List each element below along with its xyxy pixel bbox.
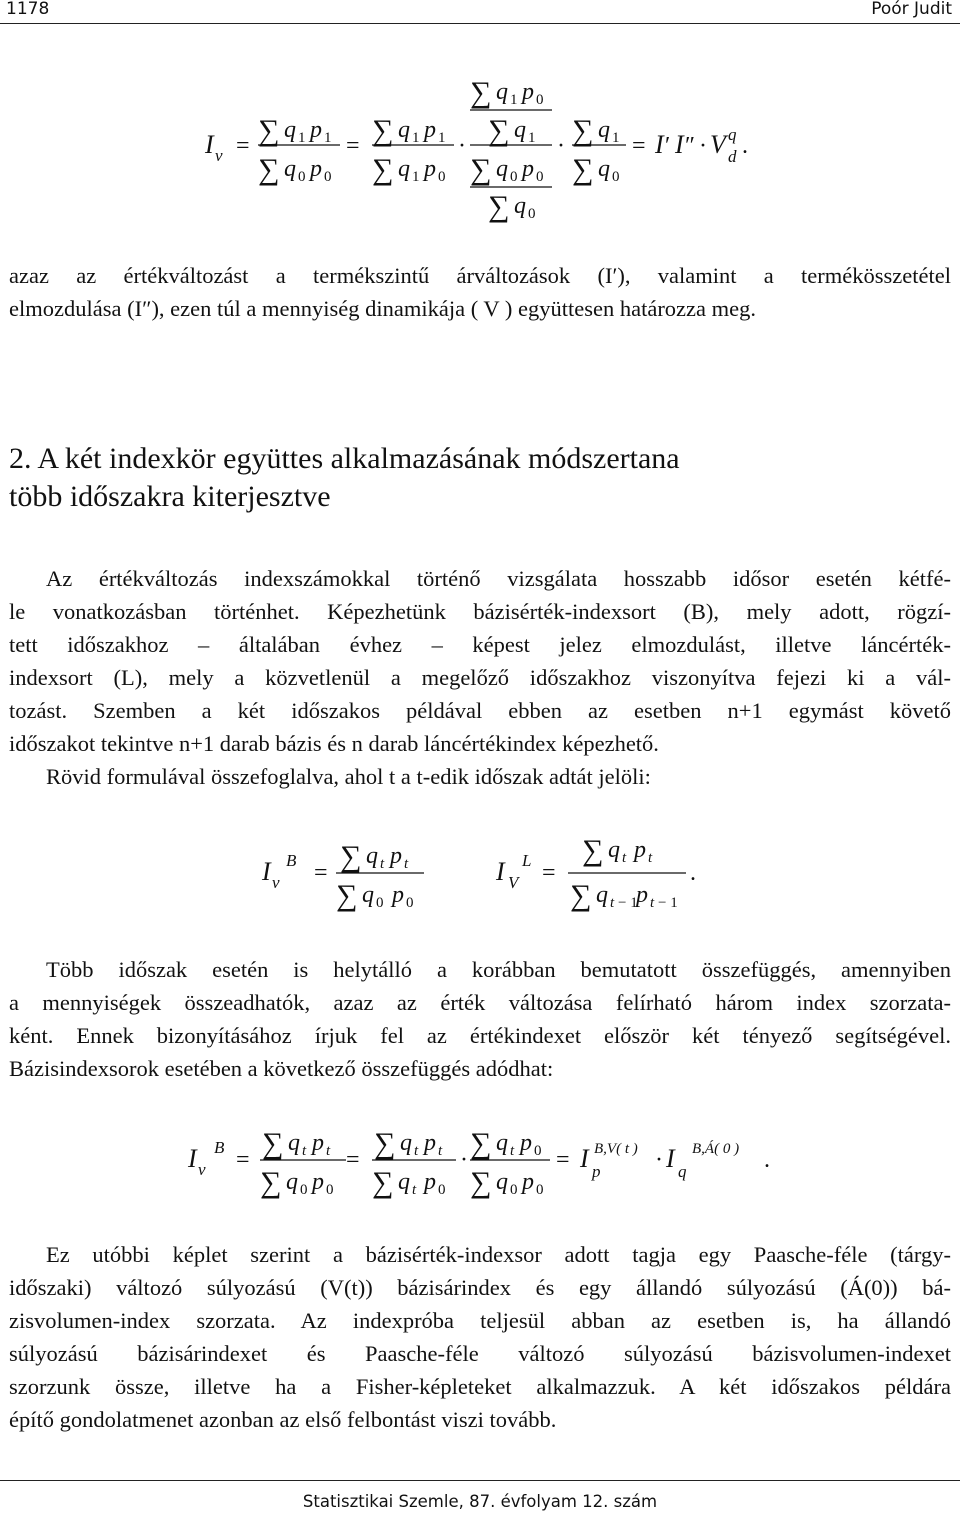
svg-text:p: p [522, 1169, 534, 1195]
svg-text:=: = [236, 1147, 250, 1173]
svg-text:0: 0 [536, 92, 544, 108]
svg-text:t: t [610, 895, 615, 911]
text-line: szorzunk össze, illetve ha a Fisher-képleteket alkalmazzuk. A két időszakos példára [9, 1374, 951, 1399]
svg-text:∑: ∑ [336, 879, 358, 912]
svg-text:I: I [205, 130, 214, 159]
equation-base-and-chain-index [0, 830, 960, 927]
svg-text:.: . [690, 860, 696, 886]
svg-text:1: 1 [412, 130, 420, 146]
svg-text:∑: ∑ [470, 1127, 492, 1160]
svg-text:=: = [542, 860, 556, 886]
svg-text:∑: ∑ [488, 114, 510, 147]
running-footer: Statisztikai Szemle, 87. évfolyam 12. szám [302, 1492, 658, 1511]
svg-text:0: 0 [612, 169, 620, 185]
svg-text:q: q [362, 882, 374, 908]
running-author: Poór Judit [871, 0, 952, 19]
svg-text:=: = [314, 860, 328, 886]
svg-text:∑: ∑ [572, 153, 594, 186]
svg-text:∑: ∑ [470, 153, 492, 186]
svg-text:1: 1 [324, 130, 332, 146]
svg-text:q: q [596, 882, 608, 908]
svg-text:B,Á( 0 ): B,Á( 0 ) [692, 1141, 740, 1157]
svg-text:0: 0 [534, 1143, 542, 1159]
text-line: tozást. Szemben a két időszakos példával ebben az esetben n+1 egymást követő [9, 698, 951, 723]
svg-text:∑: ∑ [470, 76, 492, 109]
equation-2-svg [0, 830, 960, 920]
svg-text:t: t [412, 1182, 417, 1198]
svg-text:0: 0 [326, 1182, 334, 1198]
svg-text:p: p [424, 117, 436, 143]
svg-text:∑: ∑ [582, 834, 604, 867]
svg-text:=: = [236, 133, 250, 159]
svg-text:1: 1 [438, 130, 446, 146]
svg-text:− 1: − 1 [618, 895, 638, 911]
svg-text:p: p [312, 1169, 324, 1195]
svg-text:p: p [312, 1130, 324, 1156]
equation-base-index-decomposition [0, 1115, 960, 1212]
svg-text:p: p [392, 882, 404, 908]
svg-text:I: I [496, 857, 505, 886]
svg-text:∑: ∑ [372, 1166, 394, 1199]
svg-text:B,V( t ): B,V( t ) [594, 1141, 638, 1157]
text-line: építő gondolatmenet azonban az első felbontást viszi tovább. [9, 1407, 557, 1432]
svg-text:∑: ∑ [470, 1166, 492, 1199]
svg-text:∑: ∑ [372, 153, 394, 186]
section-heading [9, 440, 951, 516]
svg-text:t: t [622, 850, 627, 866]
paragraph-3 [9, 953, 951, 1085]
svg-text:·: · [460, 1147, 468, 1173]
text-line: indexsort (L), mely a közvetlenül a megelőző időszakhoz viszonyítva fejezi ki a vál- [9, 665, 951, 690]
svg-text:∑: ∑ [374, 1127, 396, 1160]
svg-text:I: I [580, 1144, 589, 1173]
svg-text:p: p [522, 79, 534, 105]
svg-text:p: p [424, 1130, 436, 1156]
svg-text:t: t [414, 1143, 419, 1159]
svg-text:q: q [598, 156, 610, 182]
svg-text:q: q [496, 1130, 508, 1156]
svg-text:=: = [346, 1147, 360, 1173]
svg-text:0: 0 [300, 1182, 308, 1198]
svg-text:v: v [198, 1160, 206, 1179]
svg-text:p: p [520, 1130, 532, 1156]
svg-text:v: v [215, 146, 223, 165]
svg-text:q: q [284, 156, 296, 182]
text-line: ként. Ennek bizonyításához írjuk fel az értékindexet először két tényező segítségével. [9, 1023, 951, 1048]
svg-text:p: p [310, 156, 322, 182]
svg-text:1: 1 [612, 130, 620, 146]
svg-text:0: 0 [376, 895, 384, 911]
svg-text:p: p [636, 882, 648, 908]
svg-text:I: I [188, 1144, 197, 1173]
text-line: elmozdulása (I″), ezen túl a mennyiség dinamikája ( V ) együttesen határozza meg. [9, 296, 757, 321]
text-line: tett időszakhoz – általában évhez – képest jelez elmozdulást, illetve láncérték- [9, 632, 951, 657]
section-title-line-1: 2. A két indexkör együttes alkalmazásának módszertana [9, 442, 680, 475]
svg-text:0: 0 [324, 169, 332, 185]
svg-text:t: t [404, 856, 409, 872]
svg-text:q: q [496, 156, 508, 182]
svg-text:p: p [592, 1162, 601, 1181]
svg-text:∑: ∑ [258, 114, 280, 147]
svg-text:I: I [262, 857, 271, 886]
svg-text:p: p [390, 843, 402, 869]
svg-text:q: q [608, 837, 620, 863]
text-line: le vonatkozásban történhet. Képezhetünk bázisérték-indexsort (B), mely adott, rögzí- [9, 599, 951, 624]
svg-text:1: 1 [298, 130, 306, 146]
svg-text:t: t [302, 1143, 307, 1159]
svg-text:q: q [398, 1169, 410, 1195]
svg-text:·: · [699, 133, 707, 159]
svg-text:I: I [675, 130, 684, 159]
svg-text:∑: ∑ [570, 879, 592, 912]
text-line: időszakot tekintve n+1 darab bázis és n darab láncértékindex képezhető. [9, 731, 659, 756]
svg-text:p: p [522, 156, 534, 182]
text-line: súlyozású bázisárindexet és Paasche-féle változó súlyozású bázisvolumen-indexet [9, 1341, 951, 1366]
svg-text:t: t [326, 1143, 331, 1159]
svg-text:p: p [424, 1169, 436, 1195]
svg-text:0: 0 [510, 169, 518, 185]
svg-text:0: 0 [406, 895, 414, 911]
svg-text:t: t [510, 1143, 515, 1159]
svg-text:t: t [648, 850, 653, 866]
text-line: időszaki) változó súlyozású (V(t)) bázisárindex és egy állandó súlyozású (Á(0)) bá- [9, 1275, 951, 1300]
svg-text:=: = [346, 133, 360, 159]
svg-text:0: 0 [438, 169, 446, 185]
svg-text:− 1: − 1 [658, 895, 678, 911]
svg-text:q: q [284, 117, 296, 143]
svg-text:t: t [438, 1143, 443, 1159]
svg-text:q: q [678, 1162, 687, 1181]
svg-text:v: v [272, 873, 280, 892]
text-line: Bázisindexsorok esetében a következő összefüggés adódhat: [9, 1056, 554, 1081]
svg-text:q: q [288, 1130, 300, 1156]
svg-text:d: d [728, 147, 737, 166]
svg-text:.: . [764, 1147, 770, 1173]
svg-text:0: 0 [536, 169, 544, 185]
svg-text:=: = [556, 1147, 570, 1173]
svg-text:p: p [424, 156, 436, 182]
text-line: Ez utóbbi képlet szerint a bázisérték-indexsor adott tagja egy Paasche-féle (tárgy- [46, 1242, 951, 1267]
svg-text:1: 1 [510, 92, 518, 108]
svg-text:q: q [366, 843, 378, 869]
svg-text:0: 0 [528, 206, 536, 222]
svg-text:=: = [632, 133, 646, 159]
svg-text:q: q [514, 193, 526, 219]
paragraph-1 [9, 259, 951, 325]
svg-text:t: t [650, 895, 655, 911]
text-line: azaz az értékváltozást a termékszintű árváltozások (I′), valamint a termékösszetétel [9, 263, 951, 288]
svg-text:∑: ∑ [488, 190, 510, 223]
svg-text:q: q [728, 125, 737, 144]
svg-text:∑: ∑ [262, 1127, 284, 1160]
footer-rule [0, 1480, 960, 1481]
svg-text:I: I [655, 130, 664, 159]
svg-text:0: 0 [536, 1182, 544, 1198]
svg-text:B: B [214, 1138, 225, 1157]
svg-text:q: q [514, 117, 526, 143]
svg-text:∑: ∑ [372, 114, 394, 147]
svg-text:q: q [400, 1130, 412, 1156]
svg-text:1: 1 [412, 169, 420, 185]
svg-text:0: 0 [510, 1182, 518, 1198]
svg-text:.: . [742, 133, 748, 159]
svg-text:V: V [508, 873, 519, 892]
section-title-line-2: több időszakra kiterjesztve [9, 480, 331, 513]
svg-text:q: q [286, 1169, 298, 1195]
paragraph-4 [9, 1238, 951, 1436]
svg-text:q: q [598, 117, 610, 143]
text-line: zisvolumen-index szorzata. Az indexpróba teljesül abban az esetben is, ha állandó [9, 1308, 951, 1333]
svg-text:t: t [380, 856, 385, 872]
svg-text:′: ′ [665, 133, 671, 159]
svg-text:∑: ∑ [340, 840, 362, 873]
equation-value-index-decomposition [0, 70, 960, 247]
svg-text:0: 0 [298, 169, 306, 185]
svg-text:·: · [655, 1147, 663, 1173]
svg-text:·: · [557, 133, 565, 159]
svg-text:q: q [398, 156, 410, 182]
svg-text:q: q [496, 79, 508, 105]
svg-text:∑: ∑ [260, 1166, 282, 1199]
svg-text:I: I [666, 1144, 675, 1173]
svg-text:·: · [458, 133, 466, 159]
svg-text:∑: ∑ [572, 114, 594, 147]
svg-text:p: p [634, 837, 646, 863]
svg-text:q: q [496, 1169, 508, 1195]
svg-text:p: p [310, 117, 322, 143]
header-rule [0, 23, 960, 24]
text-line: a mennyiségek összeadhatók, azaz az érték változása felírható három index szorzata- [9, 990, 951, 1015]
running-header [0, 0, 960, 22]
svg-text:″: ″ [685, 133, 695, 159]
equation-1-svg [0, 70, 960, 240]
svg-text:B: B [286, 851, 297, 870]
paragraph-2 [9, 562, 951, 793]
text-line: Rövid formulával összefoglalva, ahol t a t-edik időszak adtát jelöli: [46, 764, 651, 789]
text-line: Több időszak esetén is helytálló a korábban bemutatott összefüggés, amennyiben [46, 957, 951, 982]
svg-text:L: L [522, 851, 532, 870]
svg-text:1: 1 [528, 130, 536, 146]
svg-text:∑: ∑ [258, 153, 280, 186]
page-number: 1178 [6, 0, 50, 19]
equation-3-svg [0, 1115, 960, 1205]
svg-text:0: 0 [438, 1182, 446, 1198]
text-line: Az értékváltozás indexszámokkal történő vizsgálata hosszabb idősor esetén kétfé- [46, 566, 951, 591]
svg-text:q: q [398, 117, 410, 143]
svg-text:V: V [710, 130, 726, 159]
